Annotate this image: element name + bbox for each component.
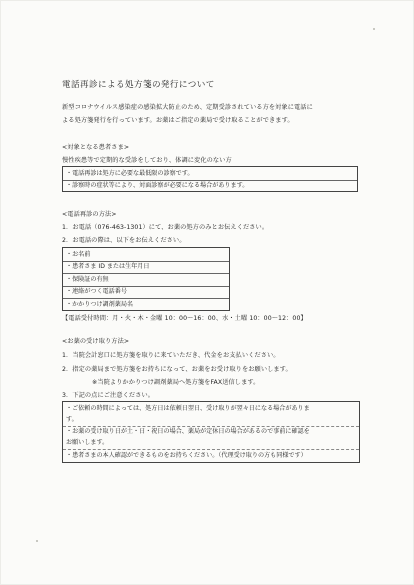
section3-note: ・お薬の受け取り日が土・日・祝日の場合、薬局が定休日の場合があるので事前に確認を	[66, 428, 310, 435]
row-divider	[63, 449, 359, 450]
intro-line-1: 新型コロナウイルス感染症の感染拡大防止のため、定期受診されている方を対象に電話に	[62, 104, 313, 111]
section3-heading: <お薬の受け取り方法>	[62, 338, 130, 345]
section3-note: お願いします。	[66, 439, 109, 446]
section2-item: ・連絡がつく電話番号	[66, 288, 127, 295]
section2-step-1: 1．お電話（076-463-1301）にて、お薬の処方のみとお伝えください。	[62, 224, 269, 231]
page-title: 電話再診による処方箋の発行について	[62, 80, 215, 90]
section2-heading: <電話再診の方法>	[62, 211, 117, 218]
section3-step-2: 2．指定の薬局まで処方箋をお持ちになって、お薬をお受け取りをお願いします。	[62, 366, 292, 373]
section1-box	[62, 166, 358, 192]
section3-step-3: 3．下記の点にご注意ください。	[62, 392, 155, 399]
scan-speck	[373, 28, 375, 30]
section2-box	[62, 247, 230, 311]
section1-item: ・診察時の症状等により、対面診察が必要になる場合があります。	[66, 182, 249, 189]
section2-step-2: 2．お電話の際は、以下をお伝えください。	[62, 237, 186, 244]
section3-note: ・ご依頼の時間によっては、処方日は依頼日翌日、受け取りが翌々日になる場合がありま	[66, 405, 310, 412]
section3-note: ・患者さまの本人確認ができるものをお持ちください。（代理受け取りの方も同様です）	[66, 451, 307, 459]
section3-step-1: 1．当院会計窓口に処方箋を取りに来ていただき、代金をお支払いください。	[62, 352, 280, 359]
section2-item: ・お名前	[66, 251, 91, 258]
section1-heading: <対象となる患者さま>	[62, 144, 130, 151]
intro-line-2: よる処方箋発行を行っています。お薬はご指定の薬局で受け取ることができます。	[62, 117, 294, 124]
section1-item: ・電話再診は処方に必要な最低限の診察です。	[66, 170, 194, 177]
section2-hours: 【電話受付時間：月・火・木・金曜 10：00～16：00、水・土曜 10：00～12：00】	[62, 315, 307, 322]
section1-lead: 慢性疾患等で定期的な受診をしており、体調に変化のない方	[62, 157, 232, 164]
scan-speck	[36, 540, 38, 542]
section2-item: ・保険証の有無	[66, 275, 109, 283]
section3-fax-note: ※当院よりかかりつけ調剤薬局へ処方箋をFAX送信します。	[92, 379, 260, 386]
section2-item: ・かかりつけ調剤薬局名	[66, 300, 134, 308]
section3-note: す。	[66, 416, 78, 423]
section3-notes-box	[62, 401, 360, 463]
section2-item: ・患者さま ID または生年月日	[66, 263, 150, 270]
